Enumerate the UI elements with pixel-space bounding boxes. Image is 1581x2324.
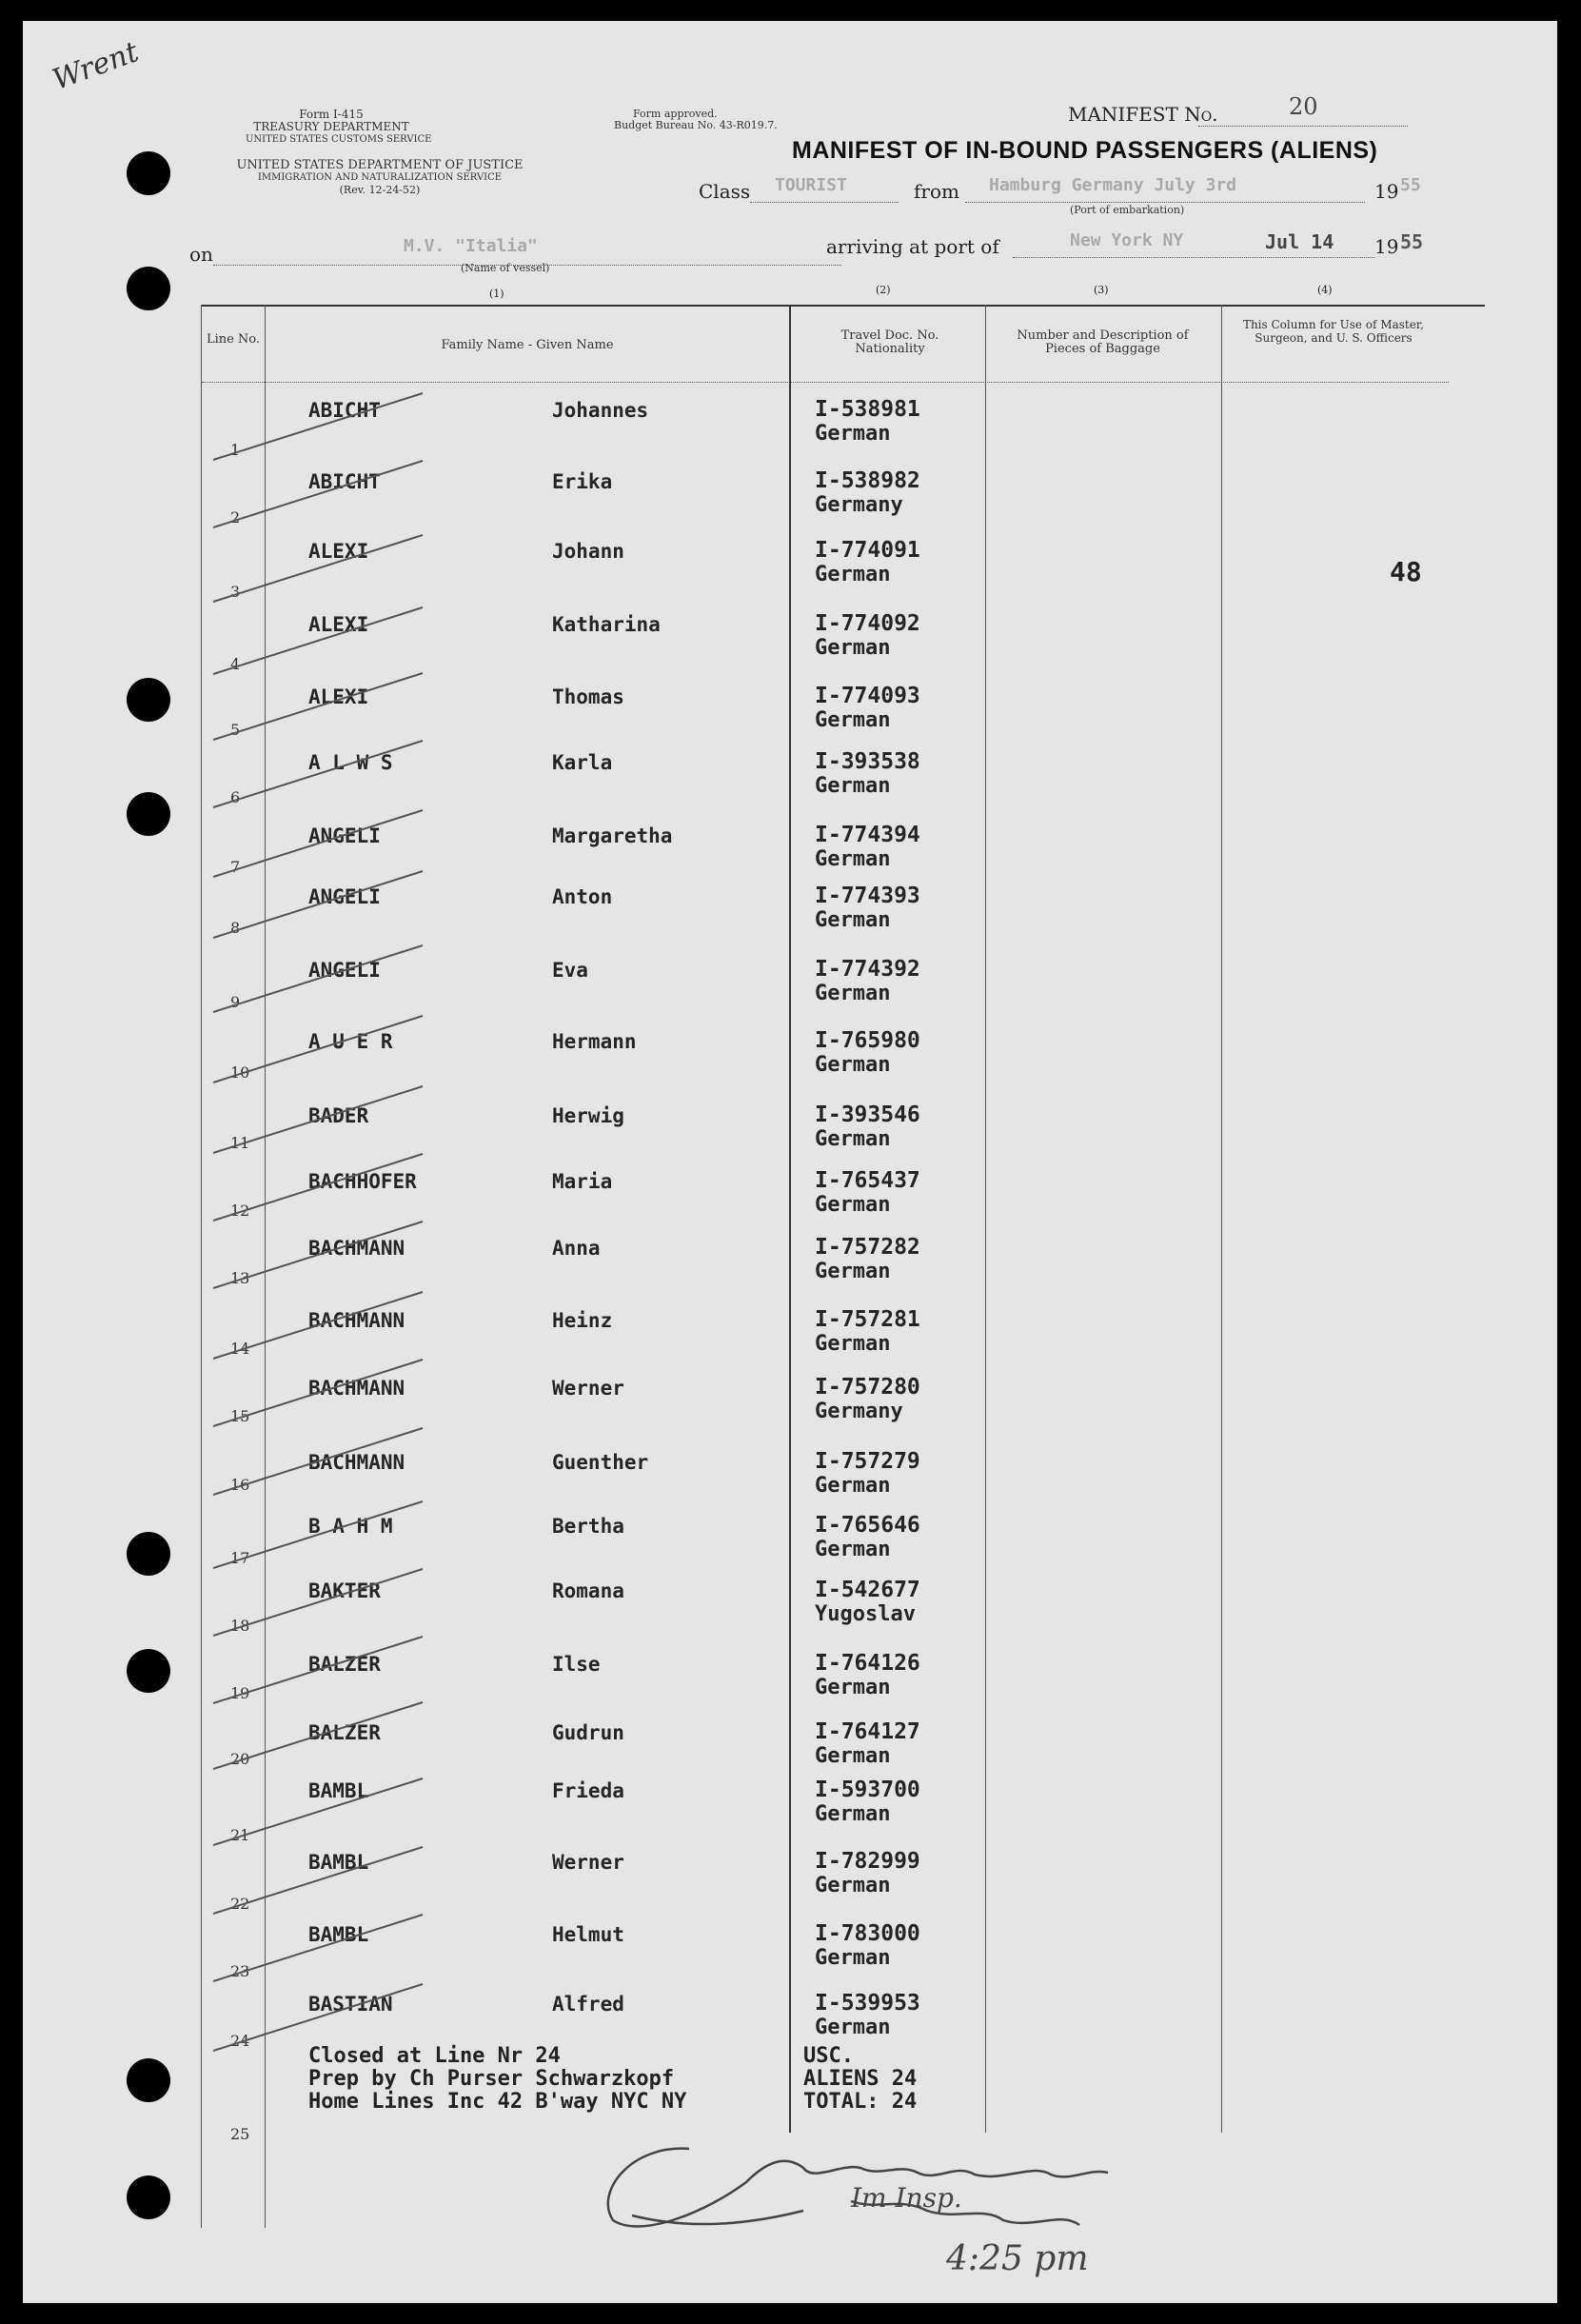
travel-doc-number: I-774091 [815, 538, 920, 563]
col-number: (1) [489, 288, 504, 300]
closing-line: USC. [803, 2044, 854, 2068]
pencil-check-mark [213, 1222, 423, 1288]
nationality: German [815, 1874, 891, 1897]
nationality: German [815, 1946, 891, 1970]
travel-doc-number: I-774392 [815, 957, 920, 982]
manifest-sheet [23, 21, 1557, 2303]
line-number: 13 [230, 1269, 250, 1287]
travel-doc-number: I-393546 [815, 1102, 920, 1127]
nationality: German [815, 1193, 891, 1217]
family-name: ABICHT [308, 470, 381, 493]
family-name: BACHMANN [308, 1451, 405, 1474]
travel-doc-number: I-765980 [815, 1028, 920, 1053]
agency-line: IMMIGRATION AND NATURALIZATION SERVICE [257, 172, 503, 183]
pencil-check-mark [213, 1428, 423, 1495]
given-name: Gudrun [552, 1721, 624, 1744]
form-line: UNITED STATES CUSTOMS SERVICE [246, 134, 432, 145]
signature-line-2: Im Insp. [851, 2182, 962, 2214]
given-name: Romana [552, 1579, 624, 1602]
arrival-date: Jul 14 [1265, 230, 1334, 253]
family-name: ANGELI [308, 824, 381, 847]
family-name: ALEXI [308, 613, 369, 636]
year-value: 55 [1400, 175, 1421, 195]
pencil-check-mark [213, 1984, 423, 2051]
nationality: German [815, 982, 891, 1005]
closing-line: Home Lines Inc 42 B'way NYC NY [308, 2090, 687, 2114]
line-number: 20 [230, 1750, 250, 1768]
travel-doc-number: I-757279 [815, 1449, 920, 1474]
line-number: 10 [230, 1063, 250, 1082]
from-label: from [914, 180, 959, 203]
nationality: Yugoslav [815, 1602, 916, 1626]
family-name: BAMBL [308, 1923, 369, 1946]
family-name: A U E R [308, 1030, 393, 1053]
manifest-number: 20 [1289, 93, 1318, 120]
agency-line: UNITED STATES DEPARTMENT OF JUSTICE [236, 158, 524, 172]
pencil-check-mark [213, 1778, 423, 1845]
line-number: 18 [230, 1617, 250, 1635]
port-value: New York NY [1070, 230, 1184, 250]
family-name: BACHHOFER [308, 1170, 417, 1193]
arriving-label: arriving at port of [826, 235, 999, 258]
line-number: 15 [230, 1407, 250, 1425]
nationality: German [815, 774, 891, 798]
family-name: BACHMANN [308, 1237, 405, 1260]
col-number: (3) [1094, 284, 1109, 296]
family-name: A L W S [308, 751, 393, 774]
given-name: Eva [552, 959, 588, 982]
line-number: 23 [230, 1962, 250, 1980]
line-number: 8 [230, 919, 241, 937]
travel-doc-number: I-764126 [815, 1651, 920, 1676]
pencil-check-mark [213, 1569, 423, 1636]
handwritten-note: Wrent [48, 35, 144, 97]
pencil-check-mark [213, 673, 423, 740]
travel-doc-number: I-783000 [815, 1921, 920, 1946]
nationality: German [815, 1127, 891, 1151]
pencil-check-mark [213, 1154, 423, 1221]
given-name: Johann [552, 540, 624, 563]
pencil-check-mark [213, 1086, 423, 1153]
given-name: Anton [552, 885, 613, 908]
family-name: ANGELI [308, 959, 381, 982]
given-name: Erika [552, 470, 613, 493]
nationality: German [815, 1744, 891, 1768]
nationality: German [815, 1332, 891, 1356]
pencil-check-mark [213, 1360, 423, 1426]
family-name: ALEXI [308, 540, 369, 563]
nationality: German [815, 1802, 891, 1826]
nationality: German [815, 636, 891, 660]
family-name: BACHMANN [308, 1377, 405, 1400]
line-number: 4 [230, 655, 241, 673]
line-number: 22 [230, 1895, 250, 1913]
line-number: 25 [230, 2125, 250, 2143]
travel-doc-number: I-757282 [815, 1235, 920, 1260]
nationality: German [815, 708, 891, 732]
given-name: Anna [552, 1237, 601, 1260]
family-name: ALEXI [308, 685, 369, 708]
travel-doc-number: I-757281 [815, 1307, 920, 1332]
line-number: 12 [230, 1202, 250, 1220]
given-name: Werner [552, 1377, 624, 1400]
nationality: German [815, 1538, 891, 1561]
given-name: Ilse [552, 1653, 601, 1676]
col-header-line: Line No. [206, 332, 261, 347]
pencil-check-mark [213, 535, 423, 602]
family-name: ABICHT [308, 399, 381, 422]
given-name: Werner [552, 1851, 624, 1874]
family-name: BASTIAN [308, 1993, 393, 2016]
vessel-caption: (Name of vessel) [461, 262, 550, 274]
nationality: Germany [815, 493, 903, 517]
col-header-travel-doc: Travel Doc. No. Nationality [840, 328, 939, 356]
nationality: German [815, 422, 891, 446]
line-number: 14 [230, 1340, 250, 1358]
pencil-check-mark [213, 871, 423, 938]
nationality: German [815, 1676, 891, 1699]
family-name: BACHMANN [308, 1309, 405, 1332]
nationality: German [815, 2016, 891, 2039]
nationality: German [815, 1053, 891, 1077]
class-label: Class [699, 180, 751, 203]
nationality: German [815, 908, 891, 932]
given-name: Frieda [552, 1779, 624, 1802]
travel-doc-number: I-542677 [815, 1578, 920, 1602]
nationality: German [815, 847, 891, 871]
family-name: BAMBL [308, 1851, 369, 1874]
manifest-no-label: MANIFEST No. [1068, 103, 1218, 126]
nationality: German [815, 1474, 891, 1498]
given-name: Helmut [552, 1923, 624, 1946]
pencil-check-marks [213, 393, 423, 2051]
line-number: 6 [230, 788, 241, 806]
on-label: on [189, 243, 213, 266]
agency-line: (Rev. 12-24-52) [339, 184, 421, 196]
pencil-marks [23, 21, 1557, 2303]
travel-doc-number: I-774393 [815, 884, 920, 908]
given-name: Maria [552, 1170, 613, 1193]
given-name: Bertha [552, 1515, 624, 1538]
travel-doc-number: I-538981 [815, 397, 920, 422]
family-name: B A H M [308, 1515, 393, 1538]
travel-doc-number: I-765437 [815, 1168, 920, 1193]
page-title: MANIFEST OF IN-BOUND PASSENGERS (ALIENS) [792, 137, 1378, 164]
travel-doc-number: I-764127 [815, 1719, 920, 1744]
family-name: BADER [308, 1104, 369, 1127]
approval-line: Budget Bureau No. 43-R019.7. [614, 119, 778, 131]
given-name: Karla [552, 751, 613, 774]
travel-doc-number: I-774093 [815, 684, 920, 708]
given-name: Thomas [552, 685, 624, 708]
line-number: 7 [230, 858, 241, 876]
inspection-time: 4:25 pm [946, 2239, 1089, 2278]
pencil-check-mark [213, 1915, 423, 1981]
nationality: Germany [815, 1400, 903, 1423]
pencil-check-mark [213, 1637, 423, 1703]
family-name: ANGELI [308, 885, 381, 908]
line-number: 2 [230, 508, 241, 526]
line-number: 3 [230, 583, 241, 601]
col-header-name: Family Name - Given Name [441, 338, 614, 352]
pencil-check-mark [213, 945, 423, 1012]
travel-doc-number: I-774092 [815, 611, 920, 636]
line-number: 19 [230, 1684, 250, 1702]
form-line: Form I-415 [299, 108, 364, 121]
closing-line: ALIENS 24 [803, 2067, 918, 2091]
nationality: German [815, 1260, 891, 1283]
col-number: (4) [1317, 284, 1333, 296]
line-number: 1 [230, 441, 241, 459]
given-name: Heinz [552, 1309, 613, 1332]
vessel-value: M.V. "Italia" [404, 236, 538, 256]
travel-doc-number: I-757280 [815, 1375, 920, 1400]
family-name: BALZER [308, 1653, 381, 1676]
travel-doc-number: I-782999 [815, 1849, 920, 1874]
line-number: 16 [230, 1476, 250, 1494]
year-prefix: 19 [1374, 180, 1399, 203]
col-number: (2) [876, 284, 891, 296]
line-number: 11 [230, 1134, 250, 1152]
given-name: Herwig [552, 1104, 624, 1127]
pencil-check-mark [213, 393, 423, 460]
pencil-check-mark [213, 1702, 423, 1769]
from-value: Hamburg Germany July 3rd [989, 175, 1237, 195]
travel-doc-number: I-774394 [815, 823, 920, 847]
family-name: BALZER [308, 1721, 381, 1744]
class-value: TOURIST [775, 175, 847, 195]
closing-line: Closed at Line Nr 24 [308, 2044, 561, 2068]
pencil-check-mark [213, 1016, 423, 1083]
pencil-check-mark [213, 461, 423, 527]
arrival-year-prefix: 19 [1374, 235, 1399, 258]
travel-doc-number: I-393538 [815, 749, 920, 774]
line-number: 9 [230, 993, 241, 1011]
col-header-baggage: Number and Description of Pieces of Baggage [1017, 328, 1189, 356]
given-name: Hermann [552, 1030, 637, 1053]
given-name: Guenther [552, 1451, 649, 1474]
closing-line: TOTAL: 24 [803, 2090, 918, 2114]
form-line: TREASURY DEPARTMENT [253, 120, 409, 133]
officer-count-note: 48 [1390, 556, 1422, 587]
line-number: 17 [230, 1549, 250, 1567]
pencil-check-mark [213, 1292, 423, 1359]
pencil-check-mark [213, 1501, 423, 1568]
family-name: BAMBL [308, 1779, 369, 1802]
nationality: German [815, 563, 891, 586]
pencil-check-mark [213, 607, 423, 674]
pencil-check-mark [213, 741, 423, 807]
travel-doc-number: I-765646 [815, 1513, 920, 1538]
line-number: 5 [230, 721, 241, 739]
travel-doc-number: I-538982 [815, 468, 920, 493]
given-name: Alfred [552, 1993, 624, 2016]
given-name: Johannes [552, 399, 649, 422]
line-number: 21 [230, 1826, 250, 1844]
pencil-check-mark [213, 810, 423, 877]
closing-line: Prep by Ch Purser Schwarzkopf [308, 2067, 675, 2091]
travel-doc-number: I-539953 [815, 1991, 920, 2016]
pencil-check-mark [213, 1847, 423, 1914]
given-name: Margaretha [552, 824, 673, 847]
col-header-officers: This Column for Use of Master, Surgeon, and U. S. Officers [1242, 318, 1425, 345]
travel-doc-number: I-593700 [815, 1778, 920, 1802]
arrival-year: 55 [1400, 230, 1424, 253]
family-name: BAKTER [308, 1579, 381, 1602]
given-name: Katharina [552, 613, 661, 636]
line-number: 24 [230, 2032, 250, 2050]
approval-line: Form approved. [633, 108, 718, 120]
port-embark-caption: (Port of embarkation) [1070, 204, 1185, 216]
